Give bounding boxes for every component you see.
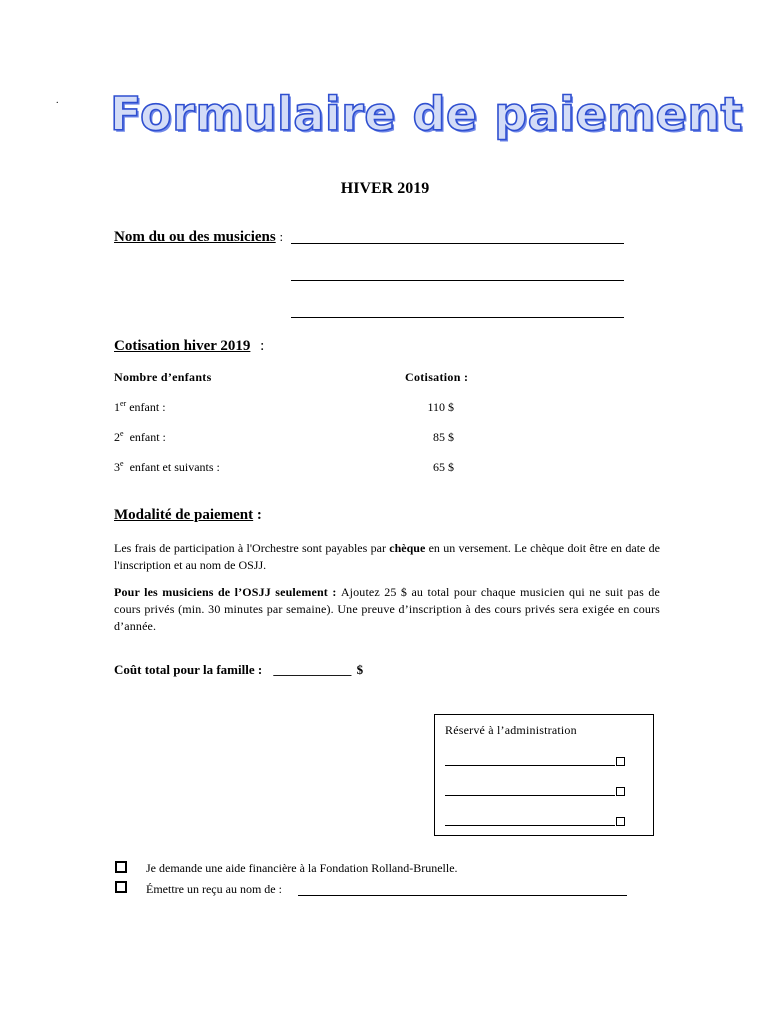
receipt-name-line[interactable] [298, 895, 627, 896]
musicians-colon: : [279, 229, 284, 244]
fee-column-header: Cotisation : [405, 370, 469, 384]
admin-line-2 [445, 795, 615, 796]
musician-name-line-3[interactable] [291, 317, 624, 318]
payment-paragraph-1: Les frais de participation à l'Orchestre sont payables par chèque en un versement. Le chèque doit être en date de l'inscription et au nom de OSJJ. [114, 541, 661, 572]
admin-checkbox-2[interactable] [616, 787, 625, 796]
total-cost-currency: $ [356, 662, 364, 677]
fees-label: Cotisation hiver 2019 [114, 338, 251, 354]
children-column-header: Nombre d’enfants [114, 370, 212, 384]
admin-title: Réservé à l’administration [445, 723, 577, 737]
stray-dot: . [56, 95, 59, 106]
musician-name-line-2[interactable] [291, 280, 624, 281]
financial-aid-checkbox[interactable] [115, 861, 127, 873]
fee-row-3-value: 65 $ [433, 460, 454, 474]
season-heading: HIVER 2019 [340, 180, 430, 197]
fee-row-1-value: 110 $ [427, 400, 454, 414]
total-cost-field[interactable]: ____________ [273, 662, 352, 677]
total-cost-label: Coût total pour la famille : [114, 662, 263, 677]
fee-row-2-value: 85 $ [433, 430, 454, 444]
fees-colon: : [260, 338, 265, 354]
musicians-label: Nom du ou des musiciens [114, 229, 276, 245]
admin-reserved-box [434, 714, 654, 836]
payment-label: Modalité de paiement [114, 507, 254, 523]
admin-checkbox-3[interactable] [616, 817, 625, 826]
musician-name-line-1[interactable] [291, 243, 624, 244]
fee-row-3-label: 3e enfant et suivants : [114, 459, 220, 474]
admin-checkbox-1[interactable] [616, 757, 625, 766]
admin-line-1 [445, 765, 615, 766]
total-cost-row [114, 662, 363, 678]
receipt-checkbox[interactable] [115, 881, 127, 893]
fees-label-row [114, 338, 264, 355]
payment-paragraph-2: Pour les musiciens de l’OSJJ seulement : Ajoutez 25 $ au total pour chaque musicien qui ne suit pas de cours privés (min. 30 minutes par semaine). Une preuve d’inscription à des cours privés sera exigée en cours d’année. [114, 585, 660, 633]
admin-line-3 [445, 825, 615, 826]
page-title: Formulaire de paiement [110, 87, 743, 141]
fee-row-1-label: 1er enfant : [114, 399, 166, 414]
receipt-label: Émettre un reçu au nom de : [146, 882, 282, 896]
fee-row-2-label: 2e enfant : [114, 429, 166, 444]
musicians-label-row [114, 229, 283, 246]
payment-colon: : [253, 507, 262, 523]
payment-label-row [114, 507, 262, 524]
financial-aid-label: Je demande une aide financière à la Fondation Rolland-Brunelle. [146, 861, 458, 875]
